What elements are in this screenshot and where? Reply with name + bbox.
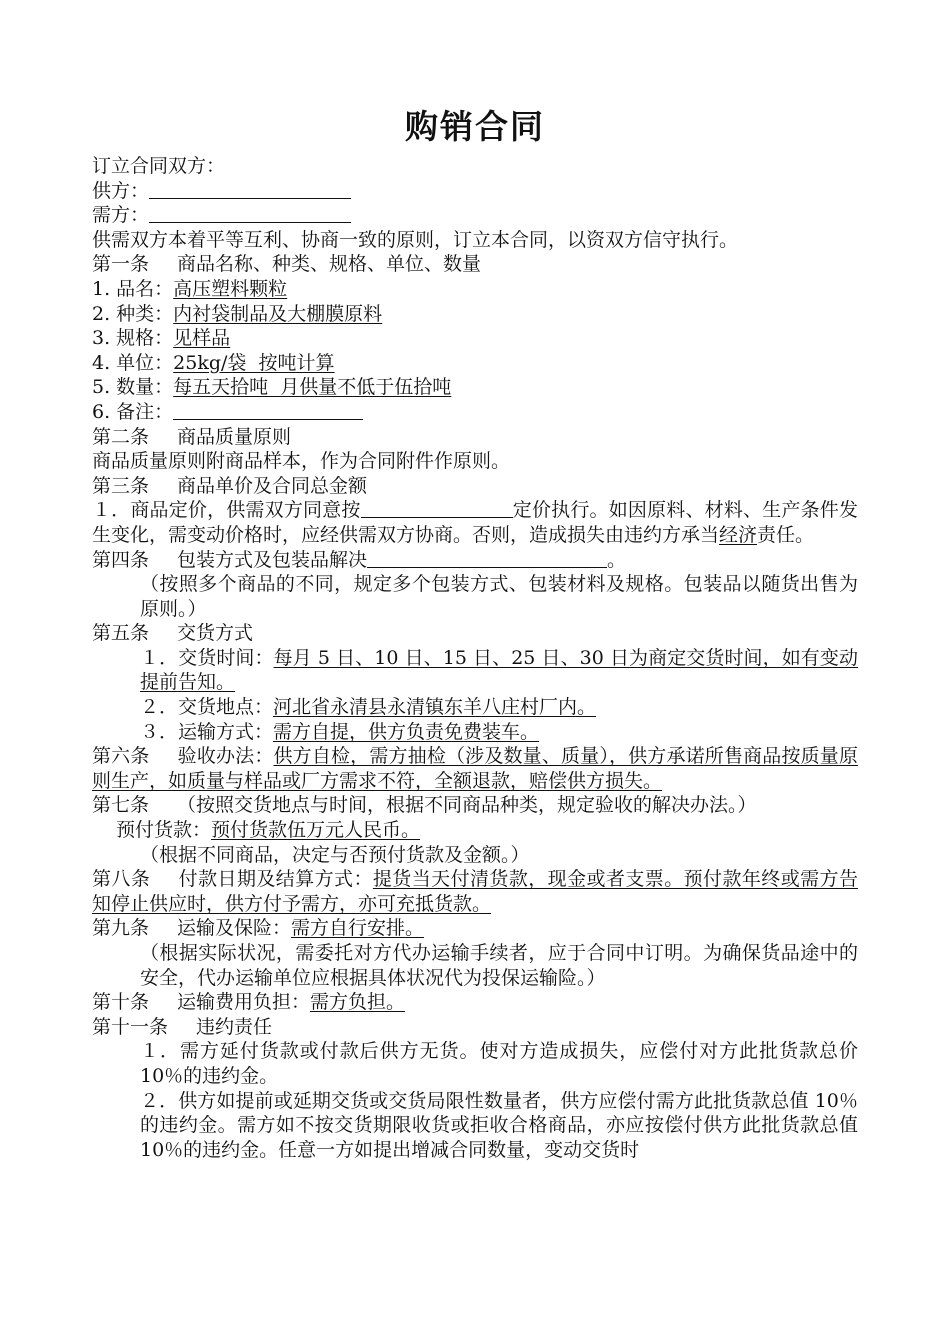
article-4-note: （按照多个商品的不同，规定多个包装方式、包装材料及规格。包装品以随货出售为原则。） [140, 573, 858, 620]
transport-method [92, 720, 858, 745]
underlined-term: 经济 [719, 523, 758, 546]
article-2-heading [92, 425, 858, 450]
item-label: ３．运输方式： [140, 720, 274, 743]
item-spec-line [92, 326, 858, 351]
article-number: 第五条 [92, 622, 150, 645]
text-part: 定价执行。如因原料、材料、生产条件发生变化，需变动价格时，应经供需双方协商。否则，造成损失由违约方承当 [92, 499, 858, 546]
item-value: 需方负担。 [310, 991, 406, 1014]
article-number: 第四条 [92, 548, 150, 571]
item-label: 验收办法： [177, 745, 274, 768]
article-title: 商品单价及合同总金额 [177, 474, 368, 497]
item-label: １．交货时间： [140, 646, 274, 669]
price-blank [361, 499, 513, 518]
item-label: 3. 规格： [92, 327, 174, 350]
article-11-p2: ２．供方如提前或延期交货或交货局限性数量者，供方应偿付需方此批货款总值 10％的违约金。需方如不按交货期限收货或拒收合格商品，亦应按偿付供方此批货款总值 10％的违约金。任意一方如提出增减合同数量，变动交货时 [140, 1089, 858, 1161]
article-11-p1: １．需方延付货款或付款后供方无货。使对方造成损失，应偿付对方此批货款总价 10％的违约金。 [140, 1040, 858, 1087]
item-value: 预付货款伍万元人民币。 [211, 819, 421, 842]
item-value: 需方自提，供方负责免费装车。 [273, 720, 540, 743]
article-3-heading [92, 474, 858, 499]
item-label: ２．交货地点： [140, 696, 274, 719]
article-9-note: （根据实际状况，需委托对方代办运输手续者，应于合同中订明。为确保货品途中的安全，代办运输单位应根据具体状况代为投保运输险。） [140, 942, 858, 989]
article-title: 交货方式 [177, 622, 254, 645]
parties-intro: 订立合同双方： [92, 155, 226, 177]
item-value: 高压塑料颗粒 [173, 277, 288, 300]
supplier-line [92, 179, 858, 204]
item-value: 河北省永清县永清镇东羊八庄村厂内。 [273, 696, 597, 719]
article-title: 商品名称、种类、规格、单位、数量 [177, 253, 482, 276]
article-9 [92, 916, 858, 941]
article-11-heading [92, 1015, 858, 1040]
item-label: 6. 备注： [92, 400, 174, 423]
document-title: 购销合同 [405, 107, 545, 146]
item-value: 每五天拾吨 月供量不低于伍拾吨 [173, 376, 452, 399]
prepayment-note: （根据不同商品，决定与否预付货款及金额。） [140, 843, 530, 866]
article-title: 商品质量原则 [177, 425, 292, 448]
article-6 [92, 744, 858, 793]
item-value: 供方自检，需方抽检（涉及数量、质量），供方承诺所售商品按质量原则生产，如质量与样品或厂方需求不符，全额退款，赔偿供方损失。 [92, 745, 858, 792]
note-blank [173, 401, 363, 420]
delivery-place [92, 695, 858, 720]
article-3-body [92, 498, 858, 547]
supplier-label: 供方： [92, 179, 150, 202]
buyer-blank [149, 204, 351, 223]
article-4-heading [92, 548, 858, 573]
item-type-line [92, 302, 858, 327]
article-number: 第八条 [92, 868, 151, 891]
article-10 [92, 990, 858, 1015]
item-unit-line [92, 351, 858, 376]
article-2-body: 商品质量原则附商品样本，作为合同附件作原则。 [92, 450, 511, 473]
item-qty-line [92, 375, 858, 400]
preamble: 供需双方本着平等互利、协商一致的原则，订立本合同，以资双方信守执行。 [92, 228, 739, 251]
article-number: 第二条 [92, 425, 150, 448]
item-value: 需方自行安排。 [291, 917, 425, 940]
packaging-blank [367, 549, 607, 568]
article-1-heading [92, 252, 858, 277]
item-value: 见样品 [173, 327, 231, 350]
punctuation: 。 [607, 548, 627, 571]
article-number: 第九条 [92, 917, 150, 940]
article-number: 第三条 [92, 474, 150, 497]
article-number: 第六条 [92, 745, 150, 768]
item-value: 每月 5 日、10 日、15 日、25 日、30 日为商定交货时间，如有变动提前告知。 [140, 646, 858, 694]
text-part: 责任。 [757, 523, 815, 546]
item-label: 1. 品名： [92, 277, 174, 300]
article-7 [92, 793, 858, 818]
item-value: 25kg/袋 按吨计算 [173, 351, 335, 374]
article-title: 违约责任 [196, 1015, 273, 1038]
buyer-line [92, 203, 858, 228]
item-value: 内衬袋制品及大棚膜原料 [173, 302, 383, 325]
article-title: 包装方式及包装品解决 [177, 548, 368, 571]
prepayment-line [92, 818, 858, 843]
article-number: 第一条 [92, 253, 150, 276]
item-name-line [92, 277, 858, 302]
item-label: 运输及保险： [177, 917, 292, 940]
article-5-heading [92, 621, 858, 646]
article-number: 第十一条 [92, 1015, 169, 1038]
item-label: 预付货款： [116, 819, 212, 842]
item-label: 4. 单位： [92, 351, 174, 374]
article-number: 第十条 [92, 991, 150, 1014]
item-label: 运输费用负担： [177, 991, 311, 1014]
item-label: 付款日期及结算方式： [178, 868, 373, 891]
item-note-line [92, 400, 858, 425]
article-number: 第七条 [92, 794, 150, 817]
item-label: 2. 种类： [92, 302, 174, 325]
text-part: １．商品定价，供需双方同意按 [92, 499, 361, 522]
item-value: 提货当天付清货款，现金或者支票。预付款年终或需方告知停止供应时，供方付予需方，亦可充抵货款。 [92, 868, 858, 915]
article-8 [92, 867, 858, 916]
article-note: （按照交货地点与时间，根据不同商品种类，规定验收的解决办法。） [177, 794, 757, 817]
item-label: 5. 数量： [92, 376, 174, 399]
buyer-label: 需方： [92, 204, 150, 227]
delivery-time [92, 646, 858, 695]
supplier-blank [149, 180, 351, 199]
